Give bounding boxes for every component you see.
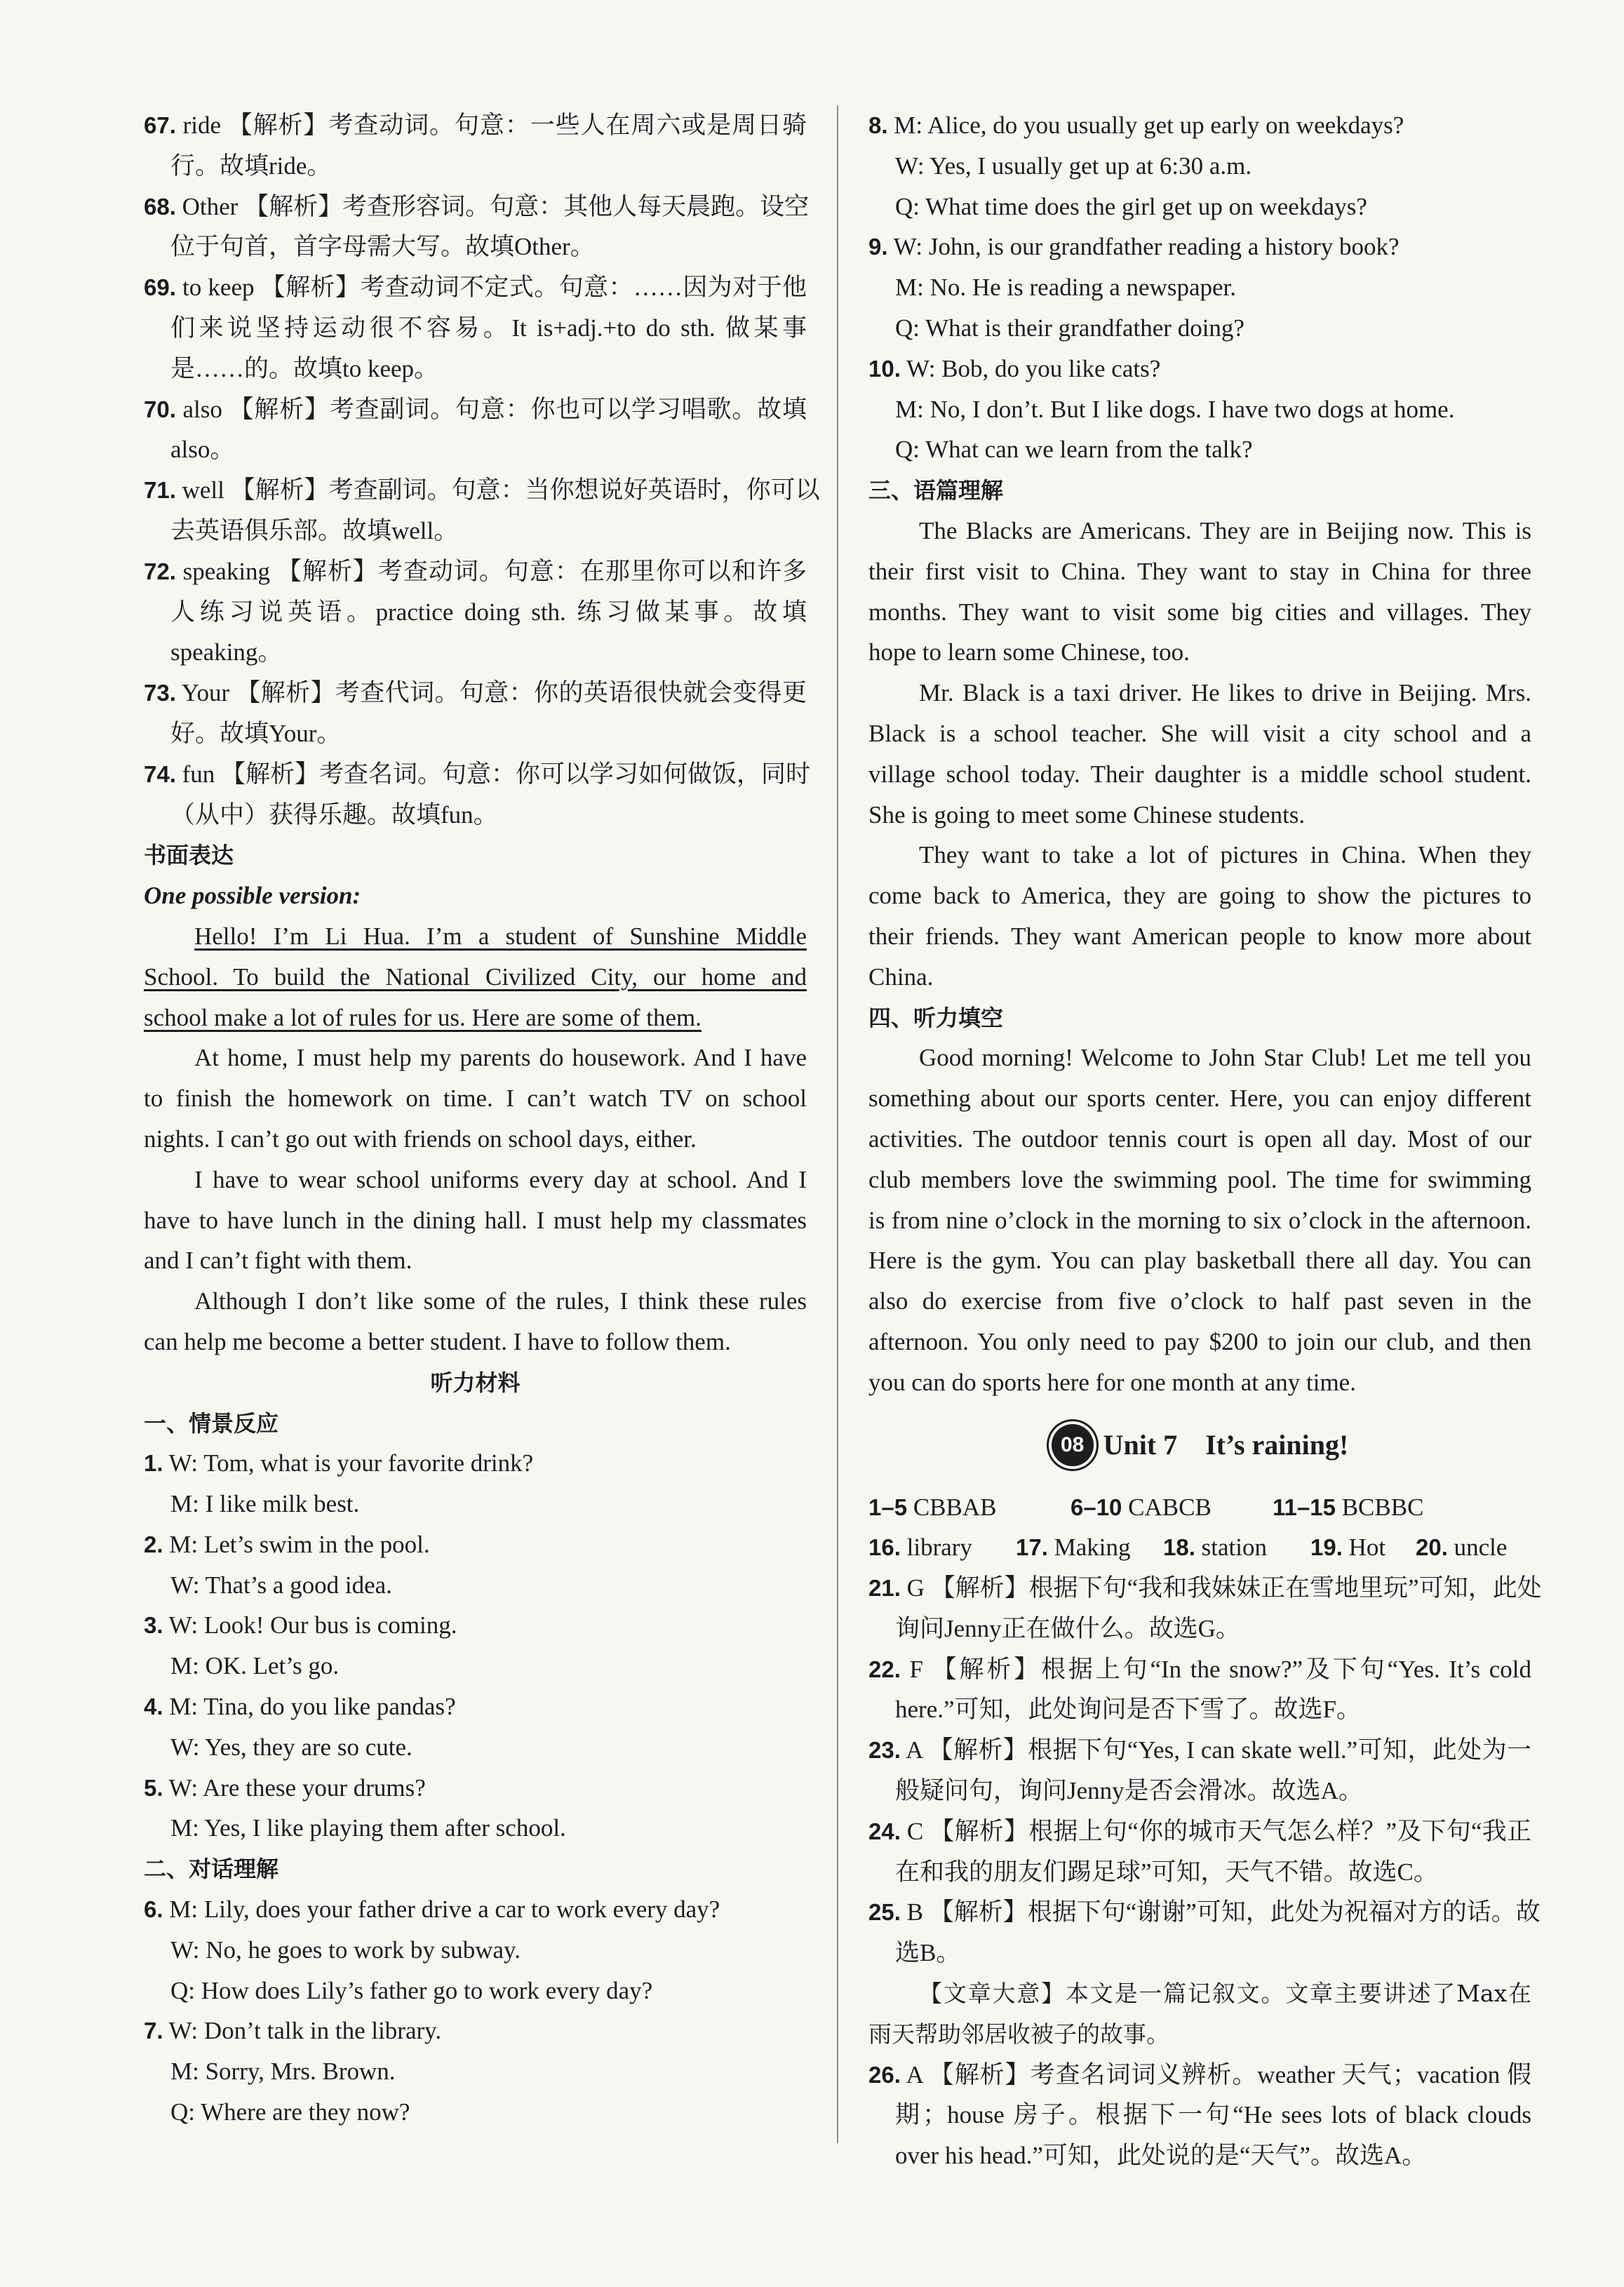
text-line — [144, 1971, 807, 2011]
line-text: Q: What time does the girl get up on weekdays? — [895, 192, 1367, 220]
section-heading — [144, 835, 807, 876]
line-text: M: OK. Let’s go. — [170, 1652, 340, 1680]
numbered-item — [144, 673, 807, 713]
answer-value: BCBBC — [1335, 1493, 1424, 1521]
section-heading-text: 听力材料 — [430, 1369, 521, 1396]
item-number: 2. — [144, 1531, 163, 1557]
item-number: 73. — [144, 680, 176, 706]
numbered-item — [144, 267, 807, 308]
line-text: also。 — [170, 436, 235, 464]
section-heading-text: 一、情景反应 — [144, 1409, 279, 1437]
answer-group — [1163, 1527, 1310, 1568]
answer-range: 19. — [1310, 1534, 1343, 1561]
text-line — [868, 1160, 1531, 1200]
answer-value: Making — [1047, 1534, 1131, 1562]
line-text: here.”可知，此处询问是否下雪了。故选F。 — [895, 1696, 1361, 1724]
line-text: 们来说坚持运动很不容易。It is+adj.+to do sth. 做某事 — [170, 314, 807, 342]
answer-range: 16. — [868, 1534, 901, 1561]
right-column — [868, 105, 1542, 2176]
numbered-item — [144, 1443, 807, 1484]
line-text: W: Tom, what is your favorite drink? — [168, 1449, 534, 1477]
line-text: 好。故填Your。 — [170, 719, 342, 747]
answer-value: CABCB — [1122, 1493, 1212, 1521]
text-line — [868, 1973, 1531, 2014]
answer-group — [1273, 1487, 1483, 1528]
text-line — [144, 2051, 807, 2092]
text-line — [868, 511, 1531, 551]
text-line — [868, 2095, 1531, 2135]
listening-section-continued — [868, 105, 1531, 1403]
text-line — [868, 876, 1531, 916]
answer-range: 18. — [1163, 1534, 1195, 1561]
line-text: Q: What is their grandfather doing? — [895, 314, 1244, 342]
numbered-item — [144, 1768, 807, 1809]
text-line — [144, 998, 807, 1038]
answer-value: uncle — [1447, 1534, 1508, 1562]
text-line — [144, 957, 807, 998]
line-text: Q: What can we learn from the talk? — [895, 436, 1253, 464]
section-heading — [144, 1849, 807, 1889]
line-text: 选B。 — [895, 1939, 961, 1967]
line-text: W: Don’t talk in the library. — [168, 2017, 442, 2045]
text-line — [868, 1771, 1531, 1811]
line-text: you can do sports here for one month at any time. — [868, 1368, 1356, 1396]
numbered-item — [868, 1892, 1541, 1933]
item-number: 8. — [868, 112, 888, 138]
line-text: fun 【解析】考查名词。句意：你可以学习如何做饭，同时 — [182, 760, 811, 788]
answer-row-2 — [868, 1527, 1531, 1568]
text-line — [144, 349, 807, 389]
text-line — [144, 429, 807, 470]
answer-range: 6–10 — [1071, 1494, 1122, 1520]
line-text: their first visit to China. They want to stay in China for three — [868, 557, 1531, 585]
line-text: The Blacks are Americans. They are in Beijing now. This is — [919, 516, 1531, 544]
line-text: W: No, he goes to work by subway. — [170, 1936, 521, 1964]
text-line — [868, 146, 1531, 187]
line-text: their friends. They want American people to know more about — [868, 922, 1531, 950]
line-text: 去英语俱乐部。故填well。 — [170, 516, 459, 544]
text-line — [144, 511, 807, 551]
text-line — [868, 1200, 1531, 1241]
text-line — [868, 1609, 1531, 1649]
numbered-item — [868, 227, 1531, 267]
numbered-item — [868, 1568, 1542, 1609]
line-text: Here is the gym. You can play basketball there all day. You can — [868, 1247, 1531, 1275]
answer-range: 1–5 — [868, 1494, 908, 1520]
line-text: can help me become a better student. I have to follow them. — [144, 1327, 731, 1355]
section-heading-text: 书面表达 — [144, 842, 234, 869]
line-text: M: No. He is reading a newspaper. — [895, 274, 1236, 302]
item-number: 24. — [868, 1818, 901, 1844]
line-text: W: John, is our grandfather reading a history book? — [893, 233, 1400, 261]
numbered-item — [868, 1811, 1531, 1852]
text-line — [868, 754, 1531, 795]
line-text: Although I don’t like some of the rules, I think these rules — [194, 1287, 807, 1315]
text-line — [144, 1565, 807, 1606]
line-text: 是……的。故填to keep。 — [170, 354, 439, 382]
line-text: M: Tina, do you like pandas? — [169, 1693, 456, 1721]
line-text: They want to take a lot of pictures in China. When they — [919, 841, 1531, 869]
text-line — [144, 1160, 807, 1200]
line-text: W: That’s a good idea. — [170, 1571, 392, 1599]
line-text: Other 【解析】考查形容词。句意：其他人每天晨跑。设空 — [182, 192, 810, 220]
text-line — [868, 1240, 1531, 1281]
line-text: and I can’t fight with them. — [144, 1247, 412, 1275]
line-text: Your 【解析】考查代词。句意：你的英语很快就会变得更 — [181, 679, 807, 707]
numbered-item — [144, 1524, 807, 1565]
text-line — [144, 1240, 807, 1281]
line-text: village school today. Their daughter is a middle school student. — [868, 760, 1531, 788]
item-number: 26. — [868, 2061, 901, 2088]
item-number: 9. — [868, 234, 888, 260]
text-line — [144, 1200, 807, 1241]
line-text: Good morning! Welcome to John Star Club! Let me tell you — [919, 1044, 1531, 1072]
line-text: 位于句首，首字母需大写。故填Other。 — [170, 233, 595, 261]
numbered-item — [868, 349, 1531, 389]
numbered-item — [144, 470, 820, 511]
numbered-item — [144, 1605, 807, 1646]
text-line — [868, 795, 1531, 836]
item-number: 74. — [144, 760, 176, 787]
item-number: 69. — [144, 274, 176, 301]
answer-value: library — [900, 1534, 972, 1562]
text-line — [144, 2092, 807, 2133]
line-text: Q: Where are they now? — [170, 2098, 410, 2126]
section-heading — [144, 1403, 807, 1444]
section-heading — [868, 998, 1531, 1038]
line-text: She is going to meet some Chinese students. — [868, 800, 1306, 829]
line-text: M: Yes, I like playing them after school. — [170, 1814, 566, 1842]
section-heading-text: 二、对话理解 — [144, 1856, 279, 1883]
line-text: something about our sports center. Here, you can enjoy different — [868, 1085, 1531, 1113]
line-text: M: Sorry, Mrs. Brown. — [170, 2058, 396, 2086]
text-line — [868, 673, 1531, 713]
item-number: 67. — [144, 112, 176, 138]
section-heading-text: 三、语篇理解 — [868, 477, 1004, 504]
sample-label-text: One possible version: — [144, 882, 361, 910]
line-text: nights. I can’t go out with friends on school days, either. — [144, 1125, 697, 1153]
column-divider — [837, 105, 838, 2143]
text-line — [144, 713, 807, 754]
line-text: have to have lunch in the dining hall. I must help my classmates — [144, 1206, 807, 1234]
line-text: M: No, I don’t. But I like dogs. I have two dogs at home. — [895, 395, 1455, 423]
text-line — [868, 713, 1531, 754]
line-text: M: I like milk best. — [170, 1490, 360, 1518]
numbered-item — [144, 2011, 807, 2051]
answer-group — [1016, 1527, 1163, 1568]
text-line — [144, 1078, 807, 1119]
text-line — [868, 916, 1531, 957]
numbered-item — [144, 187, 810, 227]
text-line — [144, 1930, 807, 1971]
item-number: 21. — [868, 1575, 901, 1602]
line-text: W: Are these your drums? — [168, 1773, 426, 1802]
text-line — [868, 1281, 1531, 1322]
item-number: 72. — [144, 558, 176, 584]
answer-value: Hot — [1342, 1534, 1386, 1562]
numbered-item — [144, 105, 807, 146]
line-text: to keep 【解析】考查动词不定式。句意：……因为对于他 — [182, 274, 807, 302]
line-text: Q: How does Lily’s father go to work every day? — [170, 1976, 653, 2004]
line-text: W: Bob, do you like cats? — [906, 354, 1161, 382]
unit-title: Unit 7 — [1103, 1429, 1178, 1461]
text-line — [868, 308, 1531, 349]
text-line — [868, 2135, 1531, 2176]
numbered-item — [868, 1649, 1531, 1690]
line-text: is from nine o’clock in the morning to six o’clock in the afternoon. — [868, 1206, 1531, 1234]
line-text: 【文章大意】本文是一篇记叙文。文章主要讲述了Max在 — [919, 1980, 1531, 2008]
unit-heading — [868, 1410, 1531, 1480]
section-heading-text: 四、听力填空 — [868, 1004, 1004, 1031]
line-text: B 【解析】根据下句“谢谢”可知，此处为祝福对方的话。故 — [906, 1898, 1541, 1926]
text-line — [144, 227, 807, 267]
text-line — [144, 1281, 807, 1322]
answer-group — [1416, 1527, 1521, 1568]
line-text: A 【解析】考查名词词义辨析。weather 天气；vacation 假 — [906, 2060, 1531, 2088]
line-text: over his head.”可知，此处说的是“天气”。故选A。 — [895, 2142, 1427, 2170]
text-line — [144, 916, 807, 957]
numbered-item — [144, 551, 807, 592]
text-line — [868, 1078, 1531, 1119]
text-line — [144, 795, 807, 836]
item-number: 1. — [144, 1450, 163, 1477]
answer-group — [868, 1487, 1071, 1528]
answers-explanations — [868, 1568, 1542, 2176]
numbered-item — [144, 389, 807, 430]
text-line — [868, 1119, 1531, 1160]
line-text: Hello! I’m Li Hua. I’m a student of Sunshine Middle — [194, 922, 807, 950]
line-text: 期；house 房子。根据下一句“He sees lots of black clouds — [895, 2101, 1531, 2129]
item-number: 70. — [144, 396, 176, 422]
text-line — [144, 1484, 807, 1524]
line-text: W: Look! Our bus is coming. — [168, 1611, 457, 1639]
text-line — [868, 1322, 1531, 1362]
line-text: 询问Jenny正在做什么。故选G。 — [895, 1614, 1240, 1642]
text-line — [868, 2014, 1531, 2055]
text-line — [868, 389, 1531, 430]
line-text: G 【解析】根据下句“我和我妹妹正在雪地里玩”可知，此处 — [906, 1574, 1542, 1602]
numbered-item — [868, 1730, 1531, 1771]
answer-group — [868, 1527, 1016, 1568]
item-number: 25. — [868, 1899, 901, 1926]
line-text: ride 【解析】考查动词。句意：一些人在周六或是周日骑 — [182, 112, 807, 139]
line-text: come back to America, they are going to show the pictures to — [868, 882, 1531, 910]
text-line — [868, 267, 1531, 308]
line-text: also do exercise from five o’clock to half past seven in the — [868, 1287, 1531, 1315]
item-number: 4. — [144, 1694, 163, 1720]
answer-range: 17. — [1016, 1534, 1048, 1561]
line-text: M: Let’s swim in the pool. — [169, 1530, 430, 1558]
line-text: Black is a school teacher. She will visit a city school and a — [868, 719, 1531, 747]
line-text: A 【解析】根据下句“Yes, I can skate well.”可知，此处为一 — [906, 1736, 1531, 1764]
text-line — [868, 429, 1531, 470]
answer-range: 20. — [1416, 1534, 1448, 1561]
text-line — [868, 1362, 1531, 1403]
item-number: 10. — [868, 355, 901, 382]
numbered-item — [144, 754, 811, 795]
text-line — [868, 632, 1531, 673]
unit-number-badge: 08 — [1052, 1424, 1094, 1466]
text-line — [144, 1808, 807, 1849]
numbered-item — [144, 1686, 807, 1727]
text-line — [868, 1933, 1531, 1973]
text-line — [144, 1646, 807, 1686]
numbered-item — [868, 105, 1531, 146]
item-number: 71. — [144, 477, 176, 504]
text-line — [144, 146, 807, 187]
line-text: M: Alice, do you usually get up early on weekdays? — [894, 112, 1404, 139]
answer-group — [1071, 1487, 1273, 1528]
text-line — [144, 1038, 807, 1078]
text-line — [144, 1322, 807, 1362]
item-number: 22. — [868, 1656, 901, 1682]
text-line — [868, 1852, 1531, 1893]
line-text: M: Lily, does your father drive a car to work every day? — [169, 1896, 720, 1924]
section-heading — [144, 1362, 807, 1403]
text-line — [868, 1038, 1531, 1078]
line-text: activities. The outdoor tennis court is open all day. Most of our — [868, 1125, 1531, 1153]
answer-value: CBBAB — [907, 1493, 997, 1521]
text-line — [144, 592, 807, 633]
item-number: 3. — [144, 1612, 163, 1639]
line-text: F 【解析】根据上句“In the snow?”及下句“Yes. It’s cold — [909, 1655, 1532, 1683]
line-text: 在和我的朋友们踢足球”可知，天气不错。故选C。 — [895, 1858, 1438, 1886]
line-text: months. They want to visit some big cities and villages. They — [868, 598, 1531, 626]
item-number: 6. — [144, 1896, 163, 1923]
answer-row-1 — [868, 1487, 1531, 1528]
item-number: 68. — [144, 193, 176, 220]
line-text: 行。故填ride。 — [170, 152, 332, 180]
line-text: 般疑问句，询问Jenny是否会滑冰。故选A。 — [895, 1777, 1363, 1805]
line-text: well 【解析】考查副词。句意：当你想说好英语时，你可以 — [182, 476, 820, 504]
line-text: speaking 【解析】考查动词。句意：在那里你可以和许多 — [182, 557, 807, 585]
line-text: club members love the swimming pool. The time for swimming — [868, 1165, 1531, 1193]
text-line — [868, 551, 1531, 592]
sample-label — [144, 876, 807, 916]
line-text: School. To build the National Civilized City, our home and — [144, 963, 807, 991]
left-column — [144, 105, 820, 2133]
line-text: Mr. Black is a taxi driver. He likes to drive in Beijing. Mrs. — [919, 679, 1531, 707]
line-text: 雨天帮助邻居收被子的故事。 — [868, 2020, 1169, 2048]
line-text: I have to wear school uniforms every day at school. And I — [194, 1165, 807, 1193]
line-text: hope to learn some Chinese, too. — [868, 638, 1190, 666]
numbered-item — [868, 2055, 1531, 2095]
line-text: also 【解析】考查副词。句意：你也可以学习唱歌。故填 — [182, 395, 807, 423]
line-text: school make a lot of rules for us. Here are some of them. — [144, 1003, 702, 1031]
text-line — [144, 1119, 807, 1160]
line-text: speaking。 — [170, 638, 283, 666]
text-line — [868, 187, 1531, 227]
text-line — [868, 592, 1531, 633]
text-line — [144, 632, 807, 673]
line-text: afternoon. You only need to pay $200 to join our club, and then — [868, 1327, 1531, 1355]
item-number: 23. — [868, 1737, 901, 1764]
answer-group — [1310, 1527, 1416, 1568]
section-heading — [868, 470, 1531, 511]
line-text: 人练习说英语。practice doing sth. 练习做某事。故填 — [170, 598, 807, 626]
numbered-item — [144, 1889, 807, 1930]
item-number: 5. — [144, 1774, 163, 1801]
answer-value: station — [1195, 1534, 1267, 1562]
line-text: C 【解析】根据上句“你的城市天气怎么样？”及下句“我正 — [906, 1817, 1532, 1845]
text-line — [144, 308, 807, 349]
item-number: 7. — [144, 2018, 163, 2044]
text-line — [868, 957, 1531, 998]
line-text: to finish the homework on time. I can’t watch TV on school — [144, 1085, 807, 1113]
line-text: （从中）获得乐趣。故填fun。 — [170, 800, 498, 829]
line-text: W: Yes, I usually get up at 6:30 a.m. — [895, 152, 1252, 180]
line-text: W: Yes, they are so cute. — [170, 1733, 412, 1761]
text-line — [868, 835, 1531, 876]
answer-range: 11–15 — [1273, 1494, 1336, 1520]
line-text: China. — [868, 963, 934, 991]
line-text: At home, I must help my parents do housework. And I have — [194, 1044, 807, 1072]
text-line — [144, 1727, 807, 1768]
unit-subtitle: It’s raining! — [1205, 1429, 1349, 1461]
text-line — [868, 1689, 1531, 1730]
